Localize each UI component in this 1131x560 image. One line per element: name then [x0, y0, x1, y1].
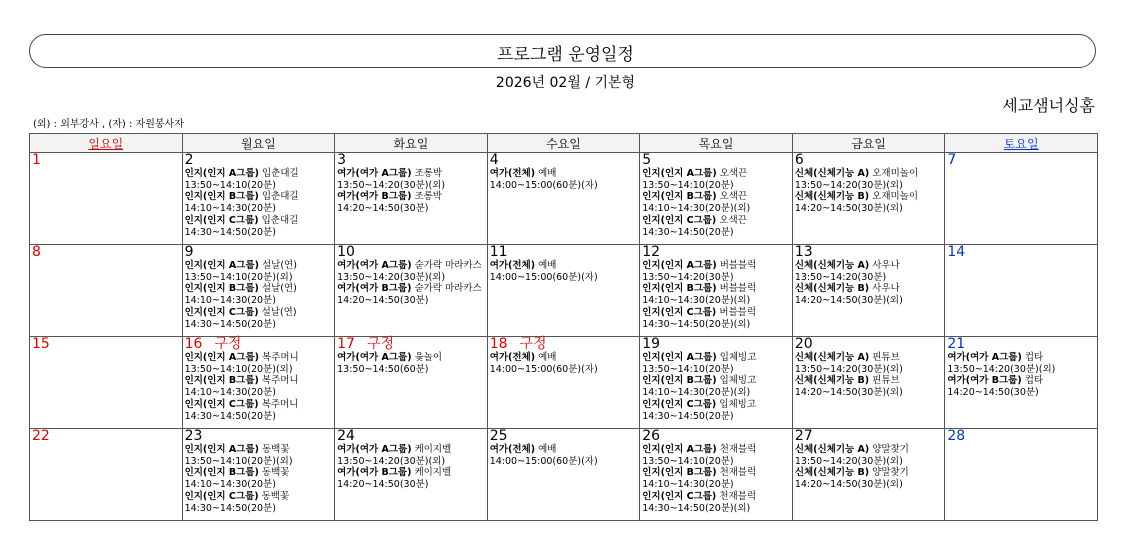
program-time: 14:10~14:30(20분): [184, 295, 276, 307]
day-cell: [640, 245, 793, 337]
program-category: 인지(인지 A그룹): [184, 260, 259, 271]
program-entry: [490, 260, 638, 272]
program-time: 13:50~14:10(20분): [642, 179, 734, 191]
program-name: 입춘대길: [261, 191, 299, 203]
day-number-text: 18: [489, 336, 508, 352]
week-row: [30, 153, 1098, 245]
weekday-header: 금요일: [792, 134, 945, 153]
day-cell: [335, 245, 488, 337]
program-category: 신체(신체기능 A): [794, 444, 870, 455]
holiday-label: 구정: [214, 336, 242, 352]
weekday-header: 월요일: [182, 134, 335, 153]
day-number: [337, 337, 485, 352]
day-cell: [335, 429, 488, 521]
program-name: 숟가락 마라카스: [414, 283, 482, 295]
day-number: [32, 429, 180, 444]
day-number: [32, 337, 180, 352]
program-entry: [642, 467, 790, 479]
day-number: [947, 337, 1095, 352]
program-category: 신체(신체기능 A): [794, 352, 870, 363]
page-subtitle: 2026년 02월 / 기본형: [495, 75, 636, 91]
program-name: 입춘대길: [261, 214, 299, 226]
program-name: 설날(연): [262, 260, 297, 271]
day-number-text: 14: [947, 244, 966, 260]
program-name: 설날(연): [261, 306, 297, 318]
day-cell: [792, 337, 945, 429]
day-cell: [30, 245, 183, 337]
program-name: 버블블럭: [719, 283, 757, 295]
day-number: [490, 245, 638, 260]
day-number: [947, 153, 1095, 168]
program-category: 여가(여가 A그룹): [337, 352, 412, 363]
day-number-text: 10: [337, 244, 355, 260]
program-entry: [337, 467, 485, 479]
day-number-text: 5: [642, 152, 652, 168]
program-entry: [642, 352, 790, 364]
program-category: 여가(여가 A그룹): [337, 168, 412, 179]
program-name: 윷놀이: [414, 352, 443, 363]
program-entry: [642, 168, 790, 180]
program-time: 14:30~14:50(20분): [642, 410, 734, 422]
program-entry: [642, 444, 790, 456]
program-name: 천재블럭: [719, 490, 757, 502]
program-time: 13:50~14:20(30분): [642, 271, 734, 283]
program-entry: [795, 375, 943, 387]
weekday-header: 일요일: [30, 134, 183, 153]
program-time: 13:50~14:10(20분)(외): [184, 363, 293, 375]
program-time: 14:30~14:50(20분): [642, 226, 734, 238]
program-entry: [642, 399, 790, 411]
day-number: [795, 153, 943, 168]
program-category: 신체(신체기능 B): [794, 375, 870, 387]
program-time: 14:00~15:00(60분)(자): [489, 271, 598, 283]
program-entry: [795, 467, 943, 479]
program-time: 14:20~14:50(30분): [337, 203, 429, 215]
day-cell: [487, 245, 640, 337]
day-number-text: 2: [184, 152, 194, 168]
day-number-text: 4: [489, 152, 499, 168]
program-time: 13:50~14:20(30분)(외): [337, 271, 446, 283]
program-category: 여가(여가 B그룹): [947, 375, 1022, 387]
program-entry: [185, 444, 333, 456]
program-time: 14:10~14:30(20분)(외): [642, 203, 751, 215]
program-time: 13:50~14:10(20분): [642, 363, 734, 375]
weekday-header: 토요일: [945, 134, 1098, 153]
program-category: 여가(전체): [489, 352, 536, 363]
program-name: 설날(연): [261, 283, 297, 295]
program-category: 인지(인지 C그룹): [184, 398, 259, 410]
day-cell: [182, 153, 335, 245]
day-number: [32, 245, 180, 260]
day-number: [795, 337, 943, 352]
program-time: 14:10~14:30(20분): [184, 203, 276, 215]
program-name: 숟가락 마라카스: [414, 260, 482, 271]
program-category: 신체(신체기능 B): [794, 283, 870, 295]
day-number-text: 26: [642, 428, 661, 444]
organization-name: 세교샘너싱홈: [1002, 96, 1095, 115]
day-number-text: 8: [32, 244, 41, 260]
day-number: [947, 245, 1095, 260]
program-entry: [337, 191, 485, 203]
program-time: 14:20~14:50(30분)(외): [794, 479, 903, 491]
day-number-text: 1: [32, 152, 41, 168]
program-entry: [337, 444, 485, 456]
program-entry: [185, 215, 333, 227]
program-time: 14:00~15:00(60분)(자): [489, 363, 598, 375]
program-name: 컵타: [1024, 375, 1044, 387]
day-number-text: 7: [947, 152, 957, 168]
program-time: 13:50~14:20(30분): [794, 271, 887, 283]
program-category: 여가(전체): [489, 260, 536, 271]
program-entry: [185, 191, 333, 203]
program-category: 인지(인지 A그룹): [184, 168, 259, 179]
day-number: [185, 153, 333, 168]
day-number: [947, 429, 1095, 444]
program-time: 14:30~14:50(20분): [184, 318, 276, 330]
program-name: 오색끈: [719, 214, 747, 226]
program-name: 버블블럭: [719, 306, 757, 318]
program-time: 14:10~14:30(20분)(외): [642, 387, 751, 399]
program-entry: [185, 375, 333, 387]
day-number-text: 11: [489, 244, 508, 260]
program-entry: [185, 168, 333, 180]
program-time: 13:50~14:10(20분)(외): [184, 271, 293, 283]
calendar-body: [30, 153, 1098, 521]
program-name: 천재블럭: [719, 444, 757, 455]
program-category: 인지(인지 B그룹): [642, 191, 717, 203]
program-name: 입체빙고: [719, 375, 757, 387]
program-entry: [490, 168, 638, 180]
program-name: 복주머니: [262, 352, 299, 363]
day-cell: [640, 153, 793, 245]
program-time: 14:10~14:30(20분): [184, 387, 276, 399]
day-cell: [945, 429, 1098, 521]
program-category: 인지(인지 B그룹): [184, 467, 259, 479]
program-time: 13:50~14:20(30분)(외): [337, 179, 446, 191]
program-name: 핀튜브: [872, 352, 900, 363]
program-entry: [642, 491, 790, 503]
day-cell: [487, 337, 640, 429]
day-cell: [792, 153, 945, 245]
program-time: 14:30~14:50(20분): [184, 410, 276, 422]
day-cell: [792, 429, 945, 521]
day-cell: [30, 429, 183, 521]
program-category: 인지(인지 B그룹): [184, 191, 259, 203]
program-entry: [795, 191, 943, 203]
day-number-text: 9: [184, 244, 194, 260]
day-cell: [792, 245, 945, 337]
program-entry: [642, 375, 790, 387]
program-entry: [947, 352, 1095, 364]
day-number-text: 25: [489, 428, 508, 444]
program-time: 13:50~14:10(20분): [642, 455, 734, 467]
program-name: 오재미놀이: [872, 168, 919, 179]
day-cell: [640, 429, 793, 521]
day-number: [490, 337, 638, 352]
program-name: 조롱박: [414, 168, 443, 179]
day-number-text: 19: [642, 336, 661, 352]
program-category: 인지(인지 A그룹): [184, 444, 259, 455]
program-name: 예배: [538, 260, 557, 271]
program-time: 14:10~14:30(20분): [642, 479, 734, 491]
program-name: 천재블럭: [719, 467, 757, 479]
program-entry: [185, 352, 333, 364]
program-category: 인지(인지 C그룹): [184, 214, 259, 226]
program-name: 동백꽃: [261, 490, 290, 502]
day-number: [32, 153, 180, 168]
program-name: 컵타: [1024, 352, 1044, 363]
program-time: 14:20~14:50(30분)(외): [794, 203, 903, 215]
program-category: 인지(인지 C그룹): [642, 214, 717, 226]
program-entry: [337, 168, 485, 180]
program-entry: [795, 260, 943, 272]
program-category: 여가(전체): [489, 444, 536, 455]
program-category: 여가(여가 A그룹): [337, 444, 412, 455]
day-number-text: 17: [337, 336, 355, 352]
program-category: 인지(인지 A그룹): [642, 352, 717, 363]
weekday-header: 목요일: [640, 134, 793, 153]
program-name: 동백꽃: [262, 444, 290, 455]
program-category: 인지(인지 A그룹): [642, 260, 717, 271]
program-name: 케이지벨: [414, 467, 452, 479]
program-entry: [642, 260, 790, 272]
program-time: 14:20~14:50(30분)(외): [794, 387, 903, 399]
day-number-text: 15: [32, 336, 50, 352]
program-category: 여가(여가 A그룹): [337, 260, 412, 271]
program-time: 14:00~15:00(60분)(자): [489, 455, 598, 467]
program-entry: [337, 352, 485, 364]
day-cell: [487, 153, 640, 245]
program-category: 여가(여가 A그룹): [947, 352, 1022, 363]
program-category: 신체(신체기능 A): [794, 260, 870, 271]
program-time: 13:50~14:50(60분): [337, 363, 429, 375]
day-number: [795, 429, 943, 444]
day-number: [490, 429, 638, 444]
holiday-label: 구정: [519, 336, 547, 352]
day-number-text: 3: [337, 152, 347, 168]
day-number-text: 16: [184, 336, 203, 352]
program-time: 13:50~14:10(20분)(외): [184, 455, 293, 467]
program-name: 복주머니: [261, 375, 299, 387]
program-entry: [490, 352, 638, 364]
day-number: [795, 245, 943, 260]
day-number: [185, 429, 333, 444]
program-name: 양말찾기: [872, 467, 909, 479]
day-cell: [182, 337, 335, 429]
program-category: 여가(여가 B그룹): [337, 191, 412, 203]
calendar-table: [29, 133, 1098, 521]
day-number-text: 6: [794, 152, 804, 168]
program-category: 여가(여가 B그룹): [337, 467, 412, 479]
day-number-text: 13: [794, 244, 813, 260]
page-title: 프로그램 운영일정: [497, 45, 634, 65]
program-category: 여가(여가 B그룹): [337, 283, 412, 295]
day-number-text: 20: [794, 336, 813, 352]
day-number: [337, 429, 485, 444]
program-name: 조롱박: [414, 191, 442, 203]
program-category: 인지(인지 B그룹): [642, 375, 717, 387]
program-category: 인지(인지 A그룹): [642, 168, 717, 179]
program-name: 입춘대길: [262, 168, 299, 179]
weekday-header-row: [30, 134, 1098, 153]
program-name: 버블블럭: [719, 260, 757, 271]
program-category: 인지(인지 A그룹): [184, 352, 259, 363]
program-name: 예배: [538, 168, 557, 179]
day-cell: [945, 153, 1098, 245]
day-number-text: 27: [794, 428, 813, 444]
program-category: 인지(인지 C그룹): [184, 306, 259, 318]
program-time: 13:50~14:20(30분)(외): [794, 455, 903, 467]
program-time: 14:10~14:30(20분): [184, 479, 276, 491]
day-cell: [945, 337, 1098, 429]
program-time: 14:20~14:50(30분): [947, 387, 1039, 399]
weekday-header: 수요일: [487, 134, 640, 153]
program-time: 14:30~14:50(20분): [184, 226, 276, 238]
program-name: 예배: [538, 352, 557, 363]
program-name: 오색끈: [719, 168, 748, 179]
day-number-text: 24: [337, 428, 355, 444]
day-number-text: 28: [947, 428, 966, 444]
program-name: 핀튜브: [872, 375, 900, 387]
program-time: 13:50~14:10(20분): [184, 179, 276, 191]
day-cell: [335, 153, 488, 245]
program-time: 13:50~14:20(30분)(외): [337, 455, 446, 467]
program-name: 사우나: [872, 260, 900, 271]
program-entry: [490, 444, 638, 456]
program-entry: [795, 168, 943, 180]
program-entry: [642, 191, 790, 203]
program-name: 입체빙고: [719, 352, 757, 363]
program-entry: [795, 444, 943, 456]
day-cell: [335, 337, 488, 429]
program-category: 인지(인지 C그룹): [642, 306, 717, 318]
day-number-text: 23: [184, 428, 203, 444]
program-category: 신체(신체기능 B): [794, 467, 870, 479]
program-entry: [642, 283, 790, 295]
day-number: [337, 245, 485, 260]
program-time: 14:30~14:50(20분)(외): [642, 502, 751, 514]
program-time: 14:30~14:50(20분)(외): [642, 318, 751, 330]
program-entry: [185, 467, 333, 479]
legend-note: (외) : 외부강사 , (자) : 자원봉사자: [33, 119, 184, 130]
week-row: [30, 429, 1098, 521]
program-entry: [185, 491, 333, 503]
day-number: [642, 245, 790, 260]
weekday-header: 화요일: [335, 134, 488, 153]
day-number-text: 21: [947, 336, 966, 352]
program-entry: [642, 307, 790, 319]
day-number: [185, 245, 333, 260]
program-category: 인지(인지 B그룹): [642, 283, 717, 295]
program-entry: [642, 215, 790, 227]
program-entry: [795, 283, 943, 295]
program-category: 인지(인지 C그룹): [184, 490, 259, 502]
program-entry: [795, 352, 943, 364]
week-row: [30, 245, 1098, 337]
day-cell: [182, 245, 335, 337]
day-number: [642, 153, 790, 168]
program-name: 사우나: [872, 283, 900, 295]
day-number-text: 22: [32, 428, 50, 444]
program-category: 신체(신체기능 B): [794, 191, 870, 203]
program-time: 14:10~14:30(20분)(외): [642, 295, 751, 307]
program-category: 인지(인지 C그룹): [642, 490, 717, 502]
program-time: 14:20~14:50(30분)(외): [794, 295, 903, 307]
program-entry: [185, 399, 333, 411]
program-entry: [337, 260, 485, 272]
program-time: 13:50~14:20(30분)(외): [794, 363, 903, 375]
day-number: [337, 153, 485, 168]
week-row: [30, 337, 1098, 429]
day-number-text: 12: [642, 244, 661, 260]
program-time: 14:00~15:00(60분)(자): [489, 179, 598, 191]
program-time: 13:50~14:20(30분)(외): [794, 179, 903, 191]
program-time: 14:20~14:50(30분): [337, 479, 429, 491]
program-name: 오재미놀이: [872, 191, 919, 203]
day-number: [185, 337, 333, 352]
program-category: 인지(인지 C그룹): [642, 398, 717, 410]
program-category: 인지(인지 B그룹): [642, 467, 717, 479]
holiday-label: 구정: [366, 336, 395, 352]
program-entry: [337, 283, 485, 295]
day-cell: [182, 429, 335, 521]
day-number: [642, 337, 790, 352]
program-category: 신체(신체기능 A): [794, 168, 870, 179]
day-cell: [30, 153, 183, 245]
day-number: [490, 153, 638, 168]
day-cell: [640, 337, 793, 429]
program-time: 14:30~14:50(20분): [184, 502, 276, 514]
program-name: 입체빙고: [719, 398, 757, 410]
day-cell: [945, 245, 1098, 337]
program-name: 오색끈: [719, 191, 748, 203]
program-entry: [947, 375, 1095, 387]
program-name: 양말찾기: [872, 444, 909, 455]
program-name: 동백꽃: [261, 467, 290, 479]
program-category: 인지(인지 B그룹): [184, 283, 259, 295]
program-entry: [185, 260, 333, 272]
program-category: 여가(전체): [489, 168, 536, 179]
day-cell: [30, 337, 183, 429]
program-time: 14:20~14:50(30분): [337, 295, 429, 307]
program-entry: [185, 283, 333, 295]
program-name: 케이지벨: [414, 444, 452, 455]
program-name: 예배: [538, 444, 557, 455]
program-category: 인지(인지 A그룹): [642, 444, 717, 455]
day-number: [642, 429, 790, 444]
program-entry: [185, 307, 333, 319]
program-name: 복주머니: [261, 398, 299, 410]
program-category: 인지(인지 B그룹): [184, 375, 259, 387]
program-time: 13:50~14:20(30분)(외): [947, 363, 1056, 375]
day-cell: [487, 429, 640, 521]
